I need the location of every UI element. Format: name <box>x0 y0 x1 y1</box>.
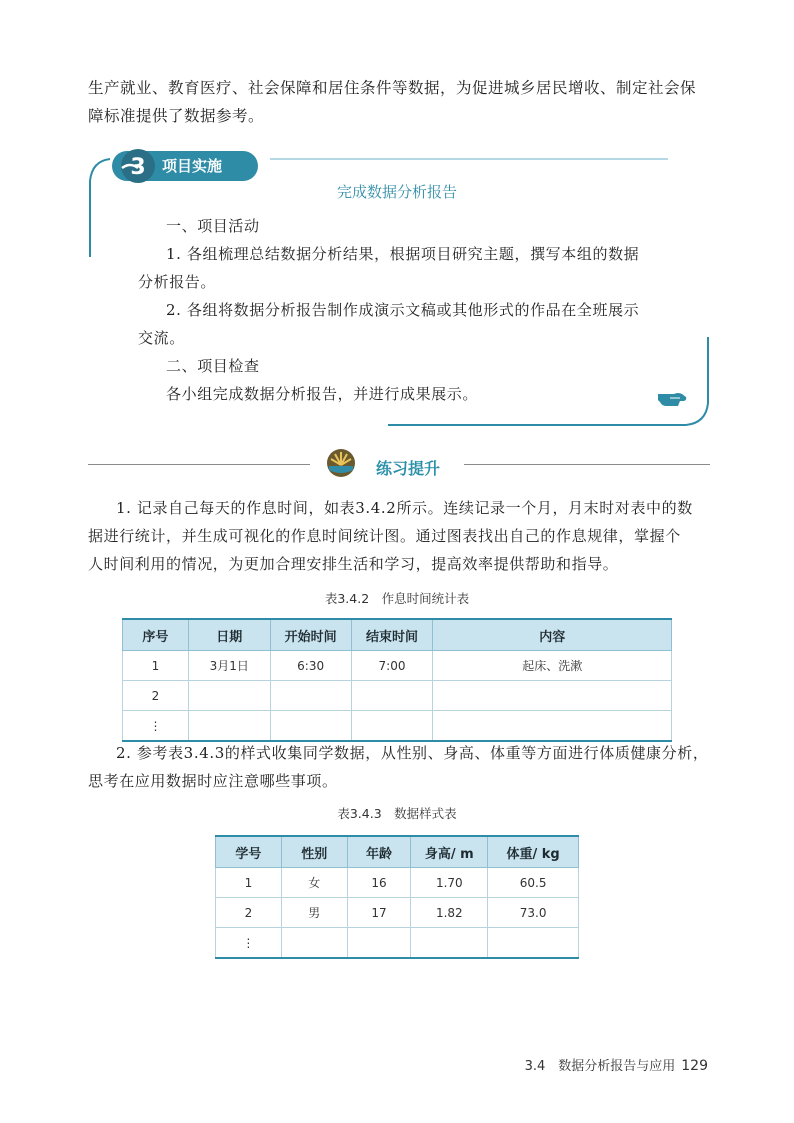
col-header: 年龄 <box>347 836 411 868</box>
project-number-icon <box>116 146 156 186</box>
practice-divider-left <box>88 464 310 465</box>
col-header: 体重/ kg <box>488 836 579 868</box>
svg-text:3: 3 <box>130 155 146 180</box>
table-row <box>216 898 579 928</box>
table-cell: 17 <box>347 898 411 928</box>
table-cell: ⋮ <box>216 928 282 959</box>
exercise-1-line-3: 人时间利用的情况，为更加合理安排生活和学习，提高效率提供帮助和指导。 <box>88 555 619 573</box>
table-cell: 女 <box>281 868 347 898</box>
activity-item-2-line-1: 2. 各组将数据分析报告制作成演示文稿或其他形式的作品在全班展示 <box>166 301 640 319</box>
page-number: 129 <box>681 1058 708 1074</box>
activity-item-1-line-1: 1. 各组梳理总结数据分析结果，根据项目研究主题，撰写本组的数据 <box>166 245 640 263</box>
section-heading-check: 二、项目检查 <box>166 357 260 375</box>
intro-line-2: 障标准提供了数据参考。 <box>88 107 265 125</box>
exercise-1-line-1: 1. 记录自己每天的作息时间，如表3.4.2所示。连续记录一个月，月末时对表中的数 <box>116 499 693 517</box>
table-cell: 60.5 <box>488 868 579 898</box>
exercise-2-line-1: 2. 参考表3.4.3的样式收集同学数据，从性别、身高、体重等方面进行体质健康分析， <box>116 744 709 762</box>
table-cell: 73.0 <box>488 898 579 928</box>
pointing-hand-icon <box>656 386 688 408</box>
intro-paragraph <box>88 74 713 130</box>
table-cell <box>411 928 488 959</box>
activity-item-1-line-2: 分析报告。 <box>138 273 217 291</box>
table-row <box>216 868 579 898</box>
table-cell: 16 <box>347 868 411 898</box>
table-1-caption: 表3.4.2 作息时间统计表 <box>324 591 470 606</box>
table-cell: 6:30 <box>270 651 351 681</box>
page-footer <box>525 1055 708 1074</box>
table-cell <box>488 928 579 959</box>
schedule-table <box>122 618 672 742</box>
practice-title: 练习提升 <box>376 459 441 478</box>
table-cell: 1.82 <box>411 898 488 928</box>
table-cell <box>351 681 433 711</box>
table-cell <box>270 711 351 742</box>
table-cell: 1 <box>216 868 282 898</box>
table-cell <box>281 928 347 959</box>
table-cell <box>433 681 672 711</box>
intro-line-1: 生产就业、教育医疗、社会保障和居住条件等数据，为促进城乡居民增收、制定社会保 <box>88 79 697 97</box>
table-cell <box>188 711 270 742</box>
data-sample-table <box>215 835 579 959</box>
table-header-row <box>216 836 579 868</box>
section-heading-activity: 一、项目活动 <box>166 217 260 235</box>
table-cell: 2 <box>123 681 189 711</box>
footer-section-title: 3.4 数据分析报告与应用 <box>524 1059 676 1074</box>
table-cell: 男 <box>281 898 347 928</box>
practice-divider-right <box>464 464 710 465</box>
table-cell <box>347 928 411 959</box>
table-row <box>123 681 672 711</box>
table-row <box>123 651 672 681</box>
table-cell: 7:00 <box>351 651 433 681</box>
col-header: 身高/ m <box>411 836 488 868</box>
col-header: 日期 <box>188 619 270 651</box>
table-row <box>123 711 672 742</box>
col-header: 开始时间 <box>270 619 351 651</box>
project-subtitle: 完成数据分析报告 <box>336 183 457 201</box>
practice-sun-icon <box>326 448 356 478</box>
project-header-title: 项目实施 <box>162 157 223 175</box>
table-header-row <box>123 619 672 651</box>
col-header: 学号 <box>216 836 282 868</box>
table-cell <box>433 711 672 742</box>
table-2-caption: 表3.4.3 数据样式表 <box>337 806 457 821</box>
exercise-2-line-2: 思考在应用数据时应注意哪些事项。 <box>88 772 338 790</box>
table-cell: 3月1日 <box>188 651 270 681</box>
table-cell: 2 <box>216 898 282 928</box>
table-cell: 起床、洗漱 <box>433 651 672 681</box>
exercise-1-line-2: 据进行统计，并生成可视化的作息时间统计图。通过图表找出自己的作息规律，掌握个 <box>88 527 681 545</box>
table-cell <box>270 681 351 711</box>
col-header: 结束时间 <box>351 619 433 651</box>
check-text: 各小组完成数据分析报告，并进行成果展示。 <box>166 385 479 403</box>
table-cell <box>351 711 433 742</box>
col-header: 内容 <box>433 619 672 651</box>
table-cell: 1.70 <box>411 868 488 898</box>
col-header: 序号 <box>123 619 189 651</box>
table-cell: 1 <box>123 651 189 681</box>
col-header: 性别 <box>281 836 347 868</box>
table-cell: ⋮ <box>123 711 189 742</box>
activity-item-2-line-2: 交流。 <box>138 329 185 347</box>
table-row <box>216 928 579 959</box>
table-cell <box>188 681 270 711</box>
